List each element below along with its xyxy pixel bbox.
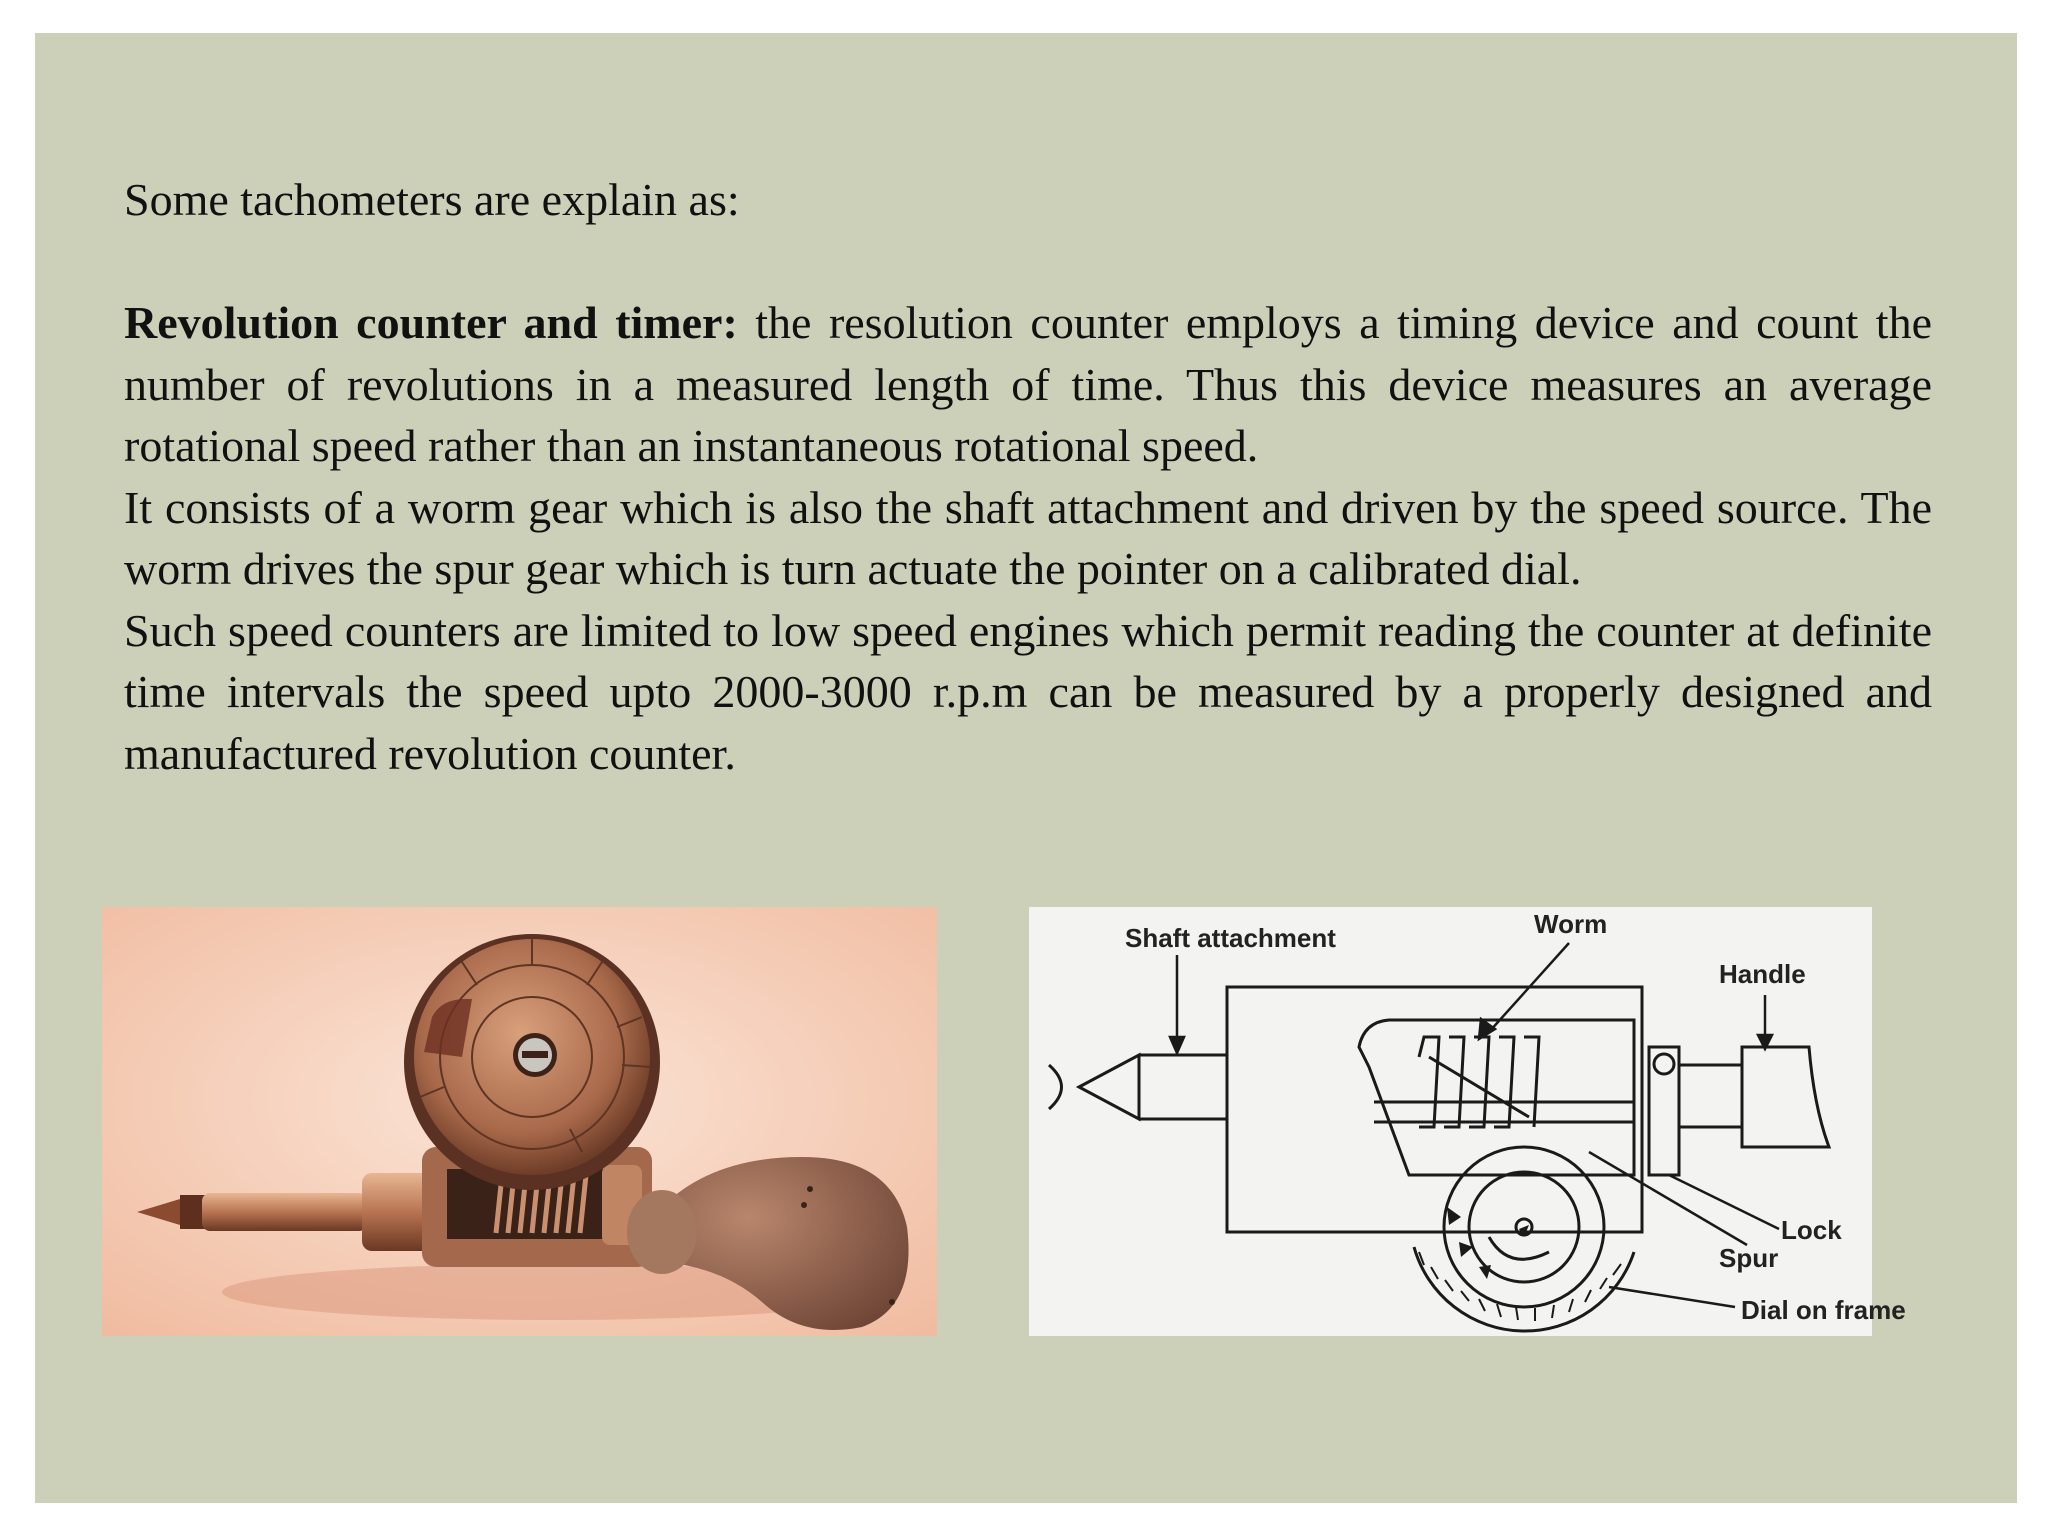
revolution-counter-photo — [102, 907, 937, 1336]
label-dial-on-frame: Dial on frame — [1741, 1295, 1906, 1325]
body-text — [124, 292, 1932, 784]
diagram-illustration — [1029, 907, 1906, 1336]
revolution-counter-diagram — [1029, 907, 1906, 1336]
paragraph-revolution-counter — [124, 292, 1932, 477]
paragraph-text: the resolution counter employs a timing device and count the number of revolutions in a measured length of time. Thus this device measures an average rotational speed rather than an instantaneous rotational speed. — [124, 297, 1932, 471]
label-lock: Lock — [1781, 1215, 1842, 1245]
label-shaft-attachment: Shaft attachment — [1125, 923, 1336, 953]
paragraph-heading: Revolution counter and timer: — [124, 297, 738, 348]
paragraph-worm-gear: It consists of a worm gear which is also the shaft attachment and driven by the speed source. The worm drives the spur gear which is turn actuate the pointer on a calibrated dial. — [124, 481, 1932, 594]
label-handle: Handle — [1719, 959, 1806, 989]
label-worm: Worm — [1534, 909, 1608, 939]
intro-text: Some tachometers are explain as: — [124, 174, 740, 225]
photo-illustration — [102, 907, 937, 1336]
slide — [35, 33, 2017, 1503]
paragraph-speed-limits: Such speed counters are limited to low speed engines which permit reading the counter at definite time intervals the speed upto 2000-3000 r.p.m can be measured by a properly designed and manufactured revolution counter. — [124, 604, 1932, 779]
label-spur: Spur — [1719, 1243, 1779, 1273]
